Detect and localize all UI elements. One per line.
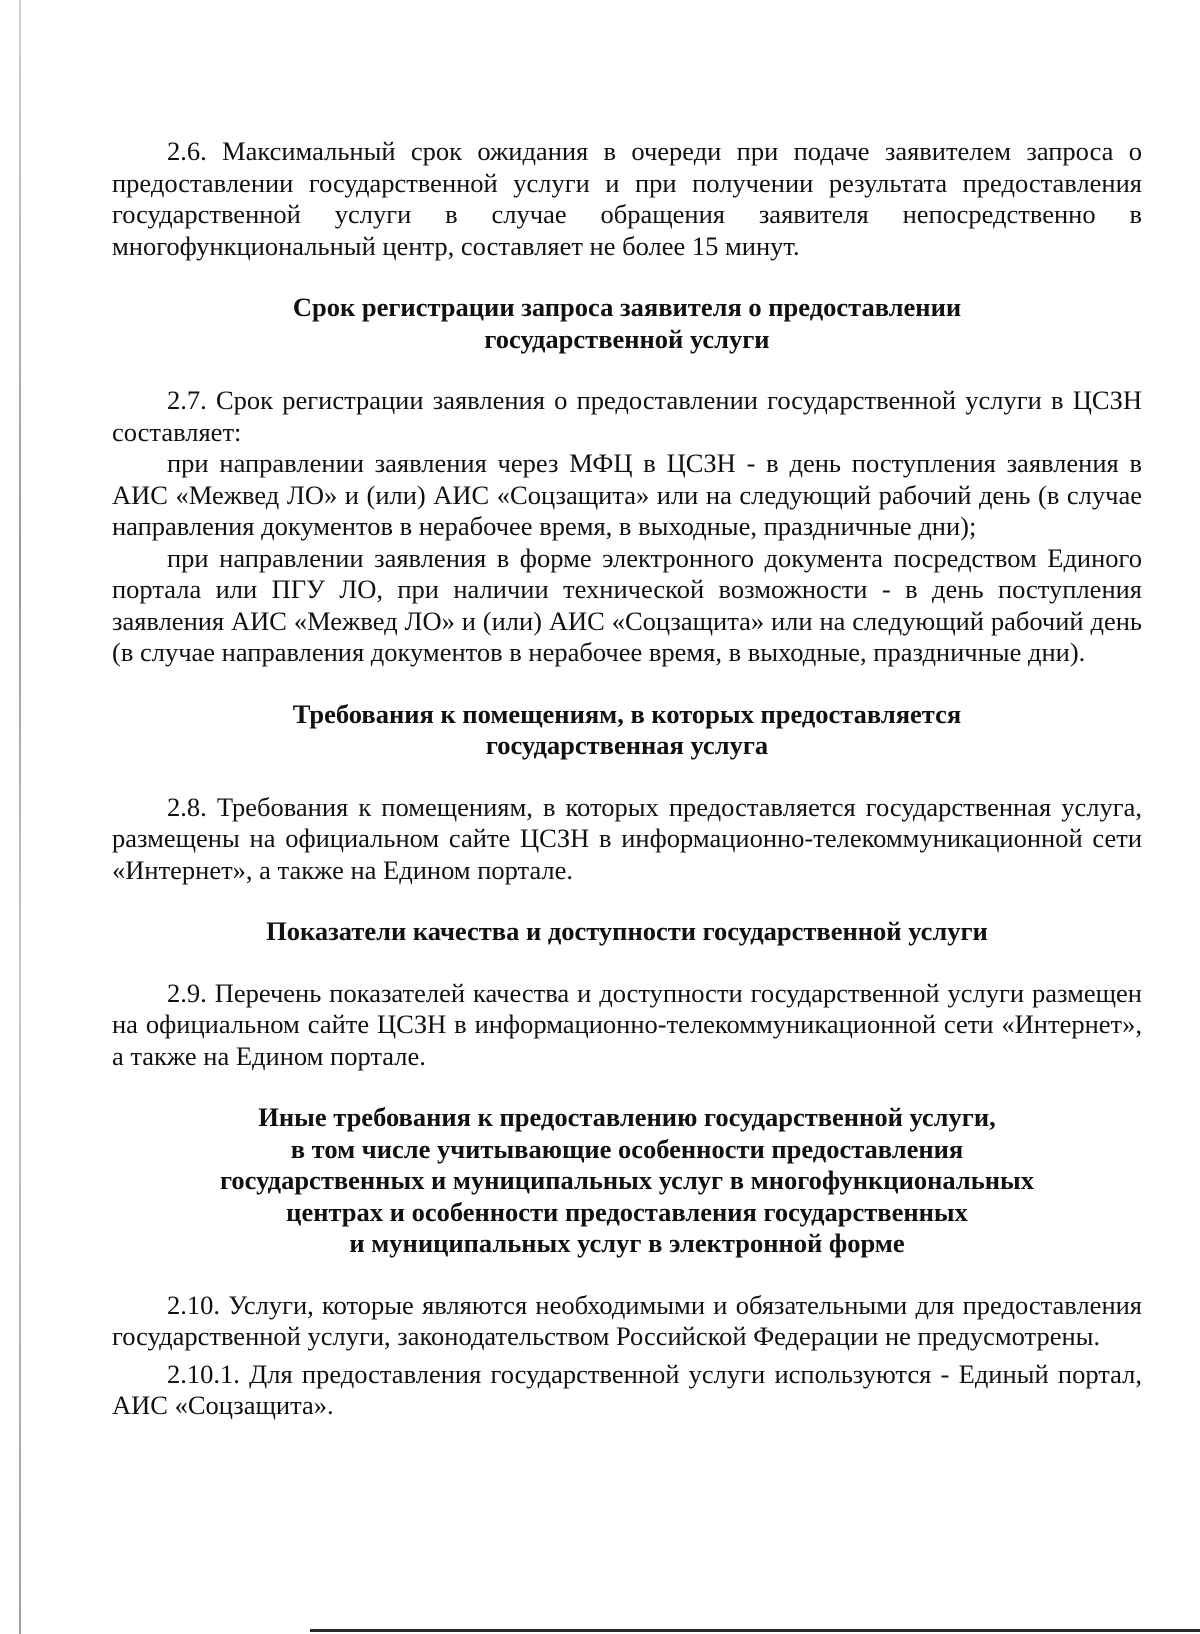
paragraph-2-6: 2.6. Максимальный срок ожидания в очереди при подаче заявителем запроса о предоставлении государственной услуги и при получении результата предоставления государственной услуги в случае обращения заявителя непосредственно в многофункциональный центр, составляет не более 15 минут. [112,136,1142,261]
paragraph-2-9: 2.9. Перечень показателей качества и доступности государственной услуги размещен на официальном сайте ЦСЗН в информационно-телекоммуникационной сети «Интернет», а также на Едином портале. [112,977,1142,1071]
heading-other-line-5: и муниципальных услуг в электронной форме [349,1228,905,1258]
heading-registration-line-2: государственной услуги [484,323,770,354]
heading-quality-indicators: Показатели качества и доступности государственной услуги [266,916,988,946]
heading-premises-requirements [112,699,1142,762]
heading-registration-term [112,292,1142,355]
document-body [112,136,1142,1422]
heading-other-line-1: Иные требования к предоставлению государственной услуги, [258,1102,996,1132]
heading-other-line-3: государственных и муниципальных услуг в многофункциональных [220,1165,1034,1195]
scan-left-edge [19,0,21,1634]
heading-other-line-2: в том числе учитывающие особенности предоставления [290,1133,964,1164]
paragraph-2-8: 2.8. Требования к помещениям, в которых предоставляется государственная услуга, размещены на официальном сайте ЦСЗН в информационно-телекоммуникационной сети «Интернет», а также на Едином портале. [112,791,1142,885]
paragraph-2-7-portal: при направлении заявления в форме электронного документа посредством Единого портала или ПГУ ЛО, при наличии технической возможности - в день поступления заявления АИС «Межвед ЛО» и (или) АИС «Соцзащита» или на следующий рабочий день (в случае направления документов в нерабочее время, в выходные, праздничные дни). [112,542,1142,667]
heading-premises-line-1: Требования к помещениям, в которых предоставляется [292,698,962,729]
paragraph-2-10-1: 2.10.1. Для предоставления государственной услуги используются - Единый портал, АИС «Соцзащита». [112,1358,1142,1420]
heading-premises-line-2: государственная услуга [485,730,769,760]
heading-registration-line-1: Срок регистрации запроса заявителя о предоставлении [292,292,962,322]
heading-other-line-4: центрах и особенности предоставления государственных [286,1196,968,1227]
paragraph-2-7-mfc: при направлении заявления через МФЦ в ЦСЗН - в день поступления заявления в АИС «Межвед ЛО» и (или) АИС «Соцзащита» или на следующий рабочий день (в случае направления документов в нерабочее время, в выходные, праздничные дни); [112,448,1142,541]
heading-other-requirements [112,1102,1142,1260]
paragraph-2-10: 2.10. Услуги, которые являются необходимыми и обязательными для предоставления государственной услуги, законодательством Российской Федерации не предусмотрены. [112,1289,1142,1351]
paragraph-2-7: 2.7. Срок регистрации заявления о предоставлении государственной услуги в ЦСЗН составляет: [112,385,1142,447]
scan-bottom-edge [310,1629,1200,1632]
